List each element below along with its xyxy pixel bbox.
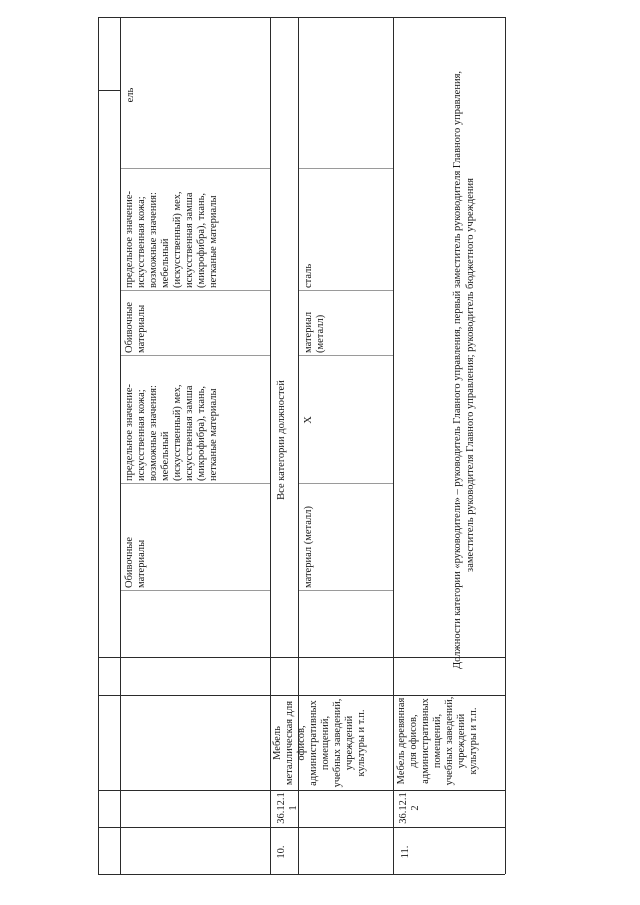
row-material-b: материал (металл): [303, 311, 326, 353]
materials-right-value: предельное значение-искусственная кожа; возможные значения: мебельный (искусственный) мех, искусственная замша (микрофибра), ткань, нетканые материалы: [124, 190, 219, 288]
table-left-border: [98, 17, 99, 874]
cell-separator: [120, 355, 270, 356]
cell-separator: [298, 355, 393, 356]
row-mark-x: X: [303, 416, 314, 424]
footnote-line-1: Должности категории «руководители» – руководитель Главного управления, первый заместитель руководителя Главного управления,: [452, 70, 463, 670]
cell-separator: [298, 290, 393, 291]
row-code: 36.12.1 1: [276, 792, 299, 824]
row-line: [270, 17, 271, 874]
all-categories-label: Все категории должностей: [276, 380, 287, 500]
cell-separator: [298, 483, 393, 484]
cell-separator: [120, 290, 270, 291]
cell-separator: [120, 483, 270, 484]
table-line: [98, 790, 505, 791]
table-line: [98, 827, 505, 828]
materials-left-label: Обивочные материалы: [124, 536, 147, 588]
row-number: 11.: [400, 845, 411, 859]
table-line: [98, 90, 121, 91]
row-value: сталь: [303, 263, 314, 288]
cell-separator: [298, 590, 393, 591]
cell-separator: [298, 168, 393, 169]
cell-separator: [120, 590, 270, 591]
table-right-border: [505, 17, 506, 874]
materials-left-value: предельное значение-искусственная кожа; возможные значения: мебельный (искусственный) мех, искусственная замша (микрофибра), ткань, нетканые материалы: [124, 383, 219, 481]
table-top-border: [98, 17, 505, 18]
row-line: [120, 17, 121, 874]
row-name: Мебель деревянная для офисов, административных помещений, учебных заведений, учреждений культуры и т.п.: [396, 696, 479, 786]
table-bottom-border: [98, 874, 505, 875]
row-number: 10.: [276, 845, 287, 859]
row-material-a: материал (металл): [303, 506, 314, 588]
cell-separator: [120, 168, 270, 169]
header-unit-label: ель: [125, 87, 136, 103]
row-name: Мебель металлическая для офисов, административных помещений, учебных заведений, учреждений культуры и т.п.: [272, 698, 367, 788]
materials-right-label: Обивочные материалы: [124, 301, 147, 353]
footnote-line-2: заместитель руководителя Главного управления; руководитель бюджетного учреждения: [465, 178, 476, 572]
row-code: 36.12.1 2: [398, 792, 421, 824]
table-line: [98, 657, 505, 658]
row-line: [393, 17, 394, 874]
